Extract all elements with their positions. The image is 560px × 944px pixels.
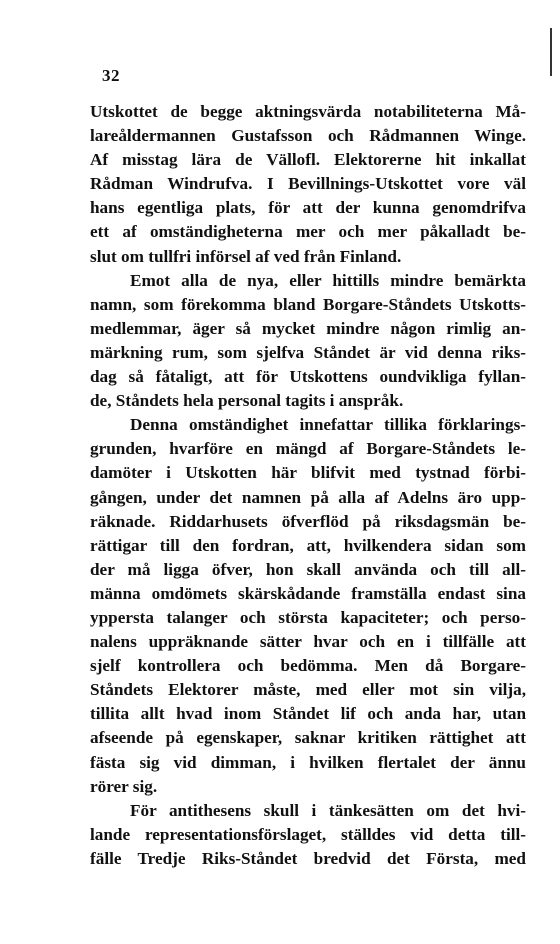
text-line: yppersta talanger och största kapaciteter; och perso- — [90, 607, 526, 627]
text-line: märkning rum, som sjelfva Ståndet är vid denna riks- — [90, 342, 526, 362]
paragraph — [90, 269, 526, 414]
text-line: rörer sig. — [90, 776, 158, 796]
text-line: medlemmar, äger så mycket mindre någon rimlig an- — [90, 318, 526, 338]
text-line: Emot alla de nya, eller hittills mindre bemärkta — [130, 270, 526, 290]
text-line: fälle Tredje Riks-Ståndet bredvid det Första, med — [90, 848, 526, 868]
text-line: sjelf kontrollera och bedömma. Men då Borgare- — [90, 656, 526, 676]
text-line: namn, som förekomma bland Borgare-Ståndets Utskotts- — [90, 294, 526, 314]
text-line: hans egentliga plats, för att der kunna genomdrifva — [90, 198, 526, 218]
text-line: slut om tullfri införsel af ved från Finland. — [90, 246, 402, 266]
text-line: Af misstag lära de Vällofl. Elektorerne hit inkallat — [90, 150, 526, 170]
page-number: 32 — [102, 66, 120, 85]
text-line: afseende på egenskaper, saknar kritiken rättighet att — [90, 728, 526, 748]
text-line: Denna omständighet innefattar tillika förklarings- — [130, 415, 526, 435]
page-edge-line — [550, 28, 552, 76]
text-line: tillita allt hvad inom Ståndet lif och anda har, utan — [90, 704, 526, 724]
text-line: Utskottet de begge aktningsvärda notabiliteterna Må- — [90, 102, 526, 121]
text-line: männa omdömets skärskådande framställa endast sina — [90, 583, 526, 603]
paragraph — [90, 799, 526, 871]
text-line: rättigar till den fordran, att, hvilkendera sidan som — [90, 535, 526, 555]
text-line: nalens uppräknande sätter hvar och en i tillfälle att — [90, 632, 526, 652]
text-line: räknade. Riddarhusets öfverflöd på riksdagsmän be- — [90, 511, 526, 531]
text-line: damöter i Utskotten här blifvit med tystnad förbi- — [90, 463, 526, 483]
text-line: de, Ståndets hela personal tagits i anspråk. — [90, 391, 404, 411]
body-text — [90, 100, 526, 871]
text-line: ett af omständigheterna mer och mer påkalladt be- — [90, 222, 526, 242]
paragraph — [90, 100, 526, 269]
text-line: grunden, hvarföre en mängd af Borgare-Ståndets le- — [90, 439, 526, 459]
text-line: der må ligga öfver, hon skall använda och till all- — [90, 559, 526, 579]
paragraph — [90, 413, 526, 799]
text-line: gången, under det namnen på alla af Adelns äro upp- — [90, 487, 526, 507]
text-line: dag så fåtaligt, att för Utskottens oundvikliga fyllan- — [90, 367, 526, 387]
text-line: För antithesens skull i tänkesätten om det hvi- — [130, 800, 526, 820]
text-line: Ståndets Elektorer måste, med eller mot sin vilja, — [90, 680, 526, 700]
text-line: lareåldermannen Gustafsson och Rådmannen Winge. — [90, 126, 526, 146]
text-line: fästa sig vid dimman, i hvilken flertalet der ännu — [90, 752, 526, 772]
text-line: Rådman Windrufva. I Bevillnings-Utskottet vore väl — [90, 174, 526, 194]
text-line: lande representationsförslaget, ställdes vid detta till- — [90, 824, 526, 844]
